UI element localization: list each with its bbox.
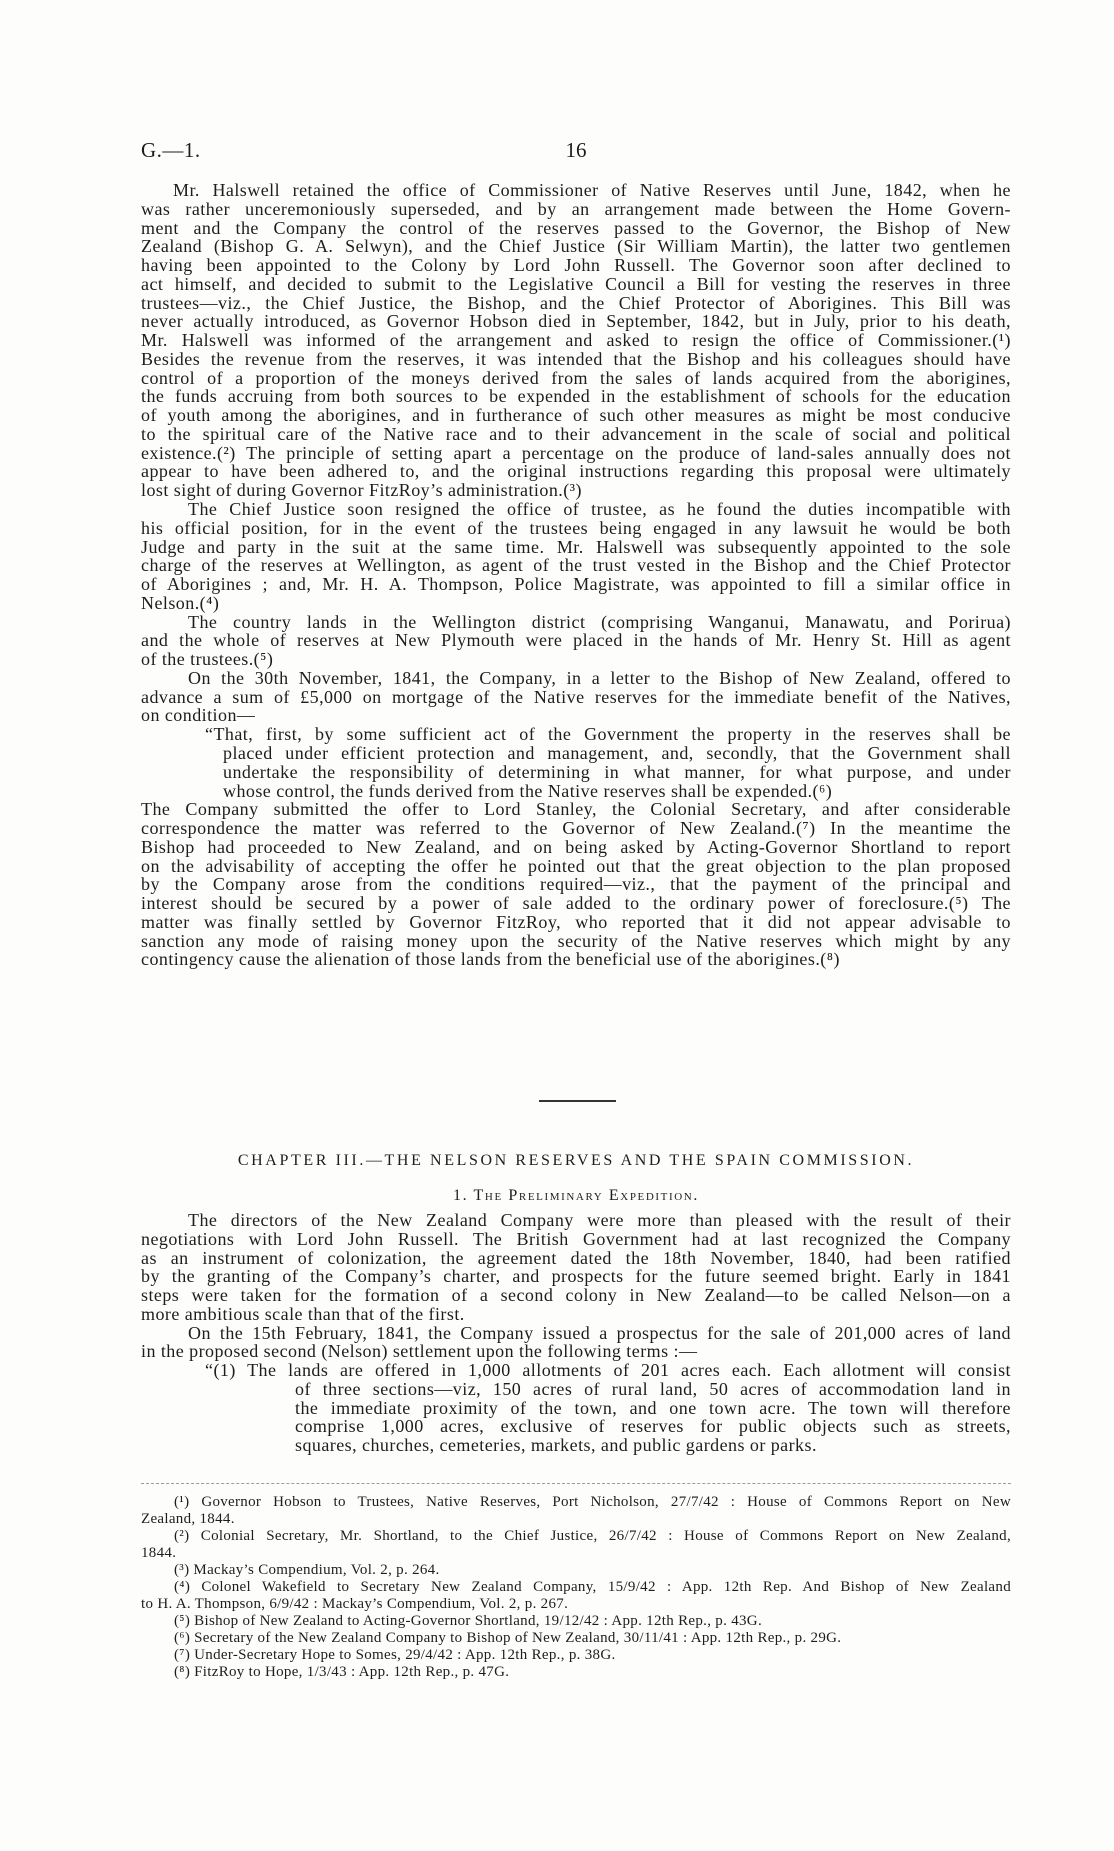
footnote-line: to H. A. Thompson, 6/9/42 : Mackay’s Compendium, Vol. 2, p. 267. [141, 1596, 569, 1612]
continuation-block [141, 800, 1011, 969]
footnote [141, 1528, 1011, 1562]
text-line: the funds accruing from both sources to be expended in the establishment of schools for the education [141, 386, 1011, 407]
text-line: by the granting of the Company’s charter, and prospects for the future seemed bright. Early in 1841 [141, 1266, 1011, 1287]
chapter-text [141, 1211, 1011, 1455]
text-line: ment and the Company the control of the reserves passed to the Governor, the Bishop of New [141, 217, 1011, 238]
text-line: steps were taken for the formation of a second colony in New Zealand—to be called Nelson—on a [141, 1285, 1011, 1306]
text-line: having been appointed to the Colony by Lord John Russell. The Governor soon after declined to [141, 255, 1011, 276]
footnotes [141, 1494, 1011, 1681]
text-line: negotiations with Lord John Russell. The British Government had at last recognized the Company [141, 1228, 1011, 1249]
text-line: Besides the revenue from the reserves, it was intended that the Bishop and his colleagues should have [141, 348, 1011, 369]
text-line: the immediate proximity of the town, and one town acre. The town will therefore [295, 1397, 1011, 1418]
paragraph-block [141, 1324, 1011, 1362]
text-line: The directors of the New Zealand Company were more than pleased with the result of their [188, 1210, 1011, 1230]
text-line: Zealand (Bishop G. A. Selwyn), and the Chief Justice (Sir William Martin), the latter two gentlemen [141, 236, 1011, 257]
text-line: by the Company arose from the conditions required—viz., that the payment of the principal and [141, 874, 1011, 895]
text-line: lost sight of during Governor FitzRoy’s administration.(³) [141, 480, 582, 501]
text-line: of Aborigines ; and, Mr. H. A. Thompson, Police Magistrate, was appointed to fill a similar office in [141, 574, 1011, 595]
text-line: existence.(²) The principle of setting apart a percentage on the produce of land-sales annually does not [141, 442, 1011, 463]
text-line: was rather unceremoniously superseded, and by an arrangement made between the Home Govern- [141, 198, 1011, 219]
section-divider-rule [539, 1100, 616, 1102]
list-item-block [141, 1361, 1011, 1455]
text-line: act himself, and decided to submit to the Legislative Council a Bill for vesting the reserves in three [141, 273, 1011, 294]
text-line: Nelson.(⁴) [141, 592, 220, 613]
text-line: sanction any mode of raising money upon the security of the Native reserves which might by any [141, 930, 1011, 951]
paragraph-block [141, 669, 1011, 725]
text-line: control of a proportion of the moneys derived from the sales of lands acquired from the aborigines, [141, 367, 1011, 388]
footnote-line: Zealand, 1844. [141, 1511, 235, 1527]
text-line: his official position, for in the event of the trustees being engaged in any lawsuit he would be both [141, 517, 1011, 538]
text-line: The country lands in the Wellington district (comprising Wanganui, Manawatu, and Porirua) [188, 611, 1011, 632]
text-line: more ambitious scale than that of the first. [141, 1303, 465, 1324]
section-subheading: 1. The Preliminary Expedition. [453, 1187, 699, 1204]
text-line: as an instrument of colonization, the agreement dated the 18th November, 1840, had been ratified [141, 1247, 1011, 1268]
text-line: in the proposed second (Nelson) settlement upon the following terms :— [141, 1341, 698, 1362]
text-line: comprise 1,000 acres, exclusive of reserves for public objects such as streets, [295, 1416, 1011, 1437]
text-line: “That, first, by some sufficient act of the Government the property in the reserves shall be [205, 724, 1011, 745]
text-line: Judge and party in the suit at the same time. Mr. Halswell was subsequently appointed to the sole [141, 536, 1011, 557]
paragraph-block [141, 1211, 1011, 1324]
text-line: never actually introduced, as Governor Hobson died in September, 1842, but in July, prior to his death, [141, 311, 1011, 332]
footnote-line: (⁷) Under-Secretary Hope to Somes, 29/4/42 : App. 12th Rep., p. 38G. [174, 1647, 616, 1663]
text-line: correspondence the matter was referred to the Governor of New Zealand.(⁷) In the meantime the [141, 818, 1011, 839]
footnote-line: 1844. [141, 1545, 177, 1561]
footnote-line: (⁴) Colonel Wakefield to Secretary New Zealand Company, 15/9/42 : App. 12th Rep. And Bishop of New Zealand [174, 1579, 1011, 1595]
footnote [141, 1494, 1011, 1528]
text-line: contingency cause the alienation of those lands from the beneficial use of the aborigines.(⁸) [141, 949, 840, 970]
footnote [141, 1579, 1011, 1613]
text-line: undertake the responsibility of determining in what manner, for what purpose, and under [223, 761, 1011, 782]
text-line: and the whole of reserves at New Plymouth were placed in the hands of Mr. Henry St. Hill as agent [141, 630, 1011, 651]
footnote-line: (¹) Governor Hobson to Trustees, Native Reserves, Port Nicholson, 27/7/42 : House of Commons Report on New [174, 1494, 1011, 1510]
body-text [141, 181, 1011, 969]
footnote [141, 1562, 1011, 1579]
footnote [141, 1647, 1011, 1664]
text-line: to the spiritual care of the Native race and to their advancement in the scale of social and political [141, 423, 1011, 444]
text-line: interest should be secured by a power of sale added to the ordinary power of foreclosure.(⁵) The [141, 893, 1011, 914]
text-line: Bishop had proceeded to New Zealand, and on being asked by Acting-Governor Shortland to report [141, 836, 1011, 857]
footnote-line: (²) Colonial Secretary, Mr. Shortland, to the Chief Justice, 26/7/42 : House of Commons Report on New Zealand, [174, 1528, 1011, 1544]
footnote-line: (⁵) Bishop of New Zealand to Acting-Governor Shortland, 19/12/42 : App. 12th Rep., p. 43G. [174, 1613, 762, 1629]
text-line: whose control, the funds derived from the Native reserves shall be expended.(⁶) [223, 780, 833, 801]
paragraph-block [141, 500, 1011, 613]
footnote-line: (⁶) Secretary of the New Zealand Company to Bishop of New Zealand, 30/11/41 : App. 12th Rep., p. 29G. [174, 1630, 842, 1646]
text-line: trustees—viz., the Chief Justice, the Bishop, and the Chief Protector of Aborigines. This Bill was [141, 292, 1011, 313]
paragraph-block [141, 181, 1011, 500]
page-number: 16 [565, 138, 587, 162]
text-line: appear to have been adhered to, and the original instructions regarding this proposal were ultimately [141, 461, 1011, 482]
running-head-reference: G.—1. [141, 138, 201, 162]
text-line: “(1) The lands are offered in 1,000 allotments of 201 acres each. Each allotment will consist [205, 1360, 1011, 1381]
footnote-separator-rule [141, 1483, 1011, 1484]
footnote [141, 1613, 1011, 1630]
text-line: Mr. Halswell was informed of the arrangement and asked to resign the office of Commissioner.(¹) [141, 330, 1011, 351]
footnote-line: (⁸) FitzRoy to Hope, 1/3/43 : App. 12th Rep., p. 47G. [174, 1664, 510, 1680]
text-line: Mr. Halswell retained the office of Commissioner of Native Reserves until June, 1842, when he [173, 180, 1011, 200]
quote-block [141, 725, 1011, 800]
text-line: The Company submitted the offer to Lord Stanley, the Colonial Secretary, and after considerable [141, 799, 1011, 820]
text-line: charge of the reserves at Wellington, as agent of the trust vested in the Bishop and the Chief Protector [141, 555, 1011, 576]
text-line: On the 15th February, 1841, the Company issued a prospectus for the sale of 201,000 acres of land [188, 1322, 1011, 1343]
running-head [141, 139, 1011, 161]
footnote [141, 1664, 1011, 1681]
text-line: of the trustees.(⁵) [141, 649, 274, 670]
text-line: matter was finally settled by Governor FitzRoy, who reported that it did not appear advisable to [141, 911, 1011, 932]
footnote [141, 1630, 1011, 1647]
text-line: on the advisability of accepting the offer he pointed out that the great objection to the plan proposed [141, 855, 1011, 876]
text-line: advance a sum of £5,000 on mortgage of the Native reserves for the immediate benefit of the Natives, [141, 686, 1011, 707]
paragraph-block [141, 613, 1011, 669]
text-line: On the 30th November, 1841, the Company, in a letter to the Bishop of New Zealand, offered to [188, 667, 1011, 688]
text-line: The Chief Justice soon resigned the office of trustee, as he found the duties incompatible with [188, 499, 1011, 520]
text-line: squares, churches, cemeteries, markets, and public gardens or parks. [295, 1435, 817, 1456]
text-line: of youth among the aborigines, and in furtherance of such other measures as might be most conducive [141, 405, 1011, 426]
text-line: on condition— [141, 705, 256, 726]
footnote-line: (³) Mackay’s Compendium, Vol. 2, p. 264. [174, 1562, 440, 1578]
text-line: of three sections—viz, 150 acres of rural land, 50 acres of accommodation land in [295, 1378, 1011, 1399]
text-line: placed under efficient protection and management, and, secondly, that the Government shall [223, 742, 1011, 763]
chapter-heading: CHAPTER III.—THE NELSON RESERVES AND THE SPAIN COMMISSION. [237, 1152, 915, 1169]
